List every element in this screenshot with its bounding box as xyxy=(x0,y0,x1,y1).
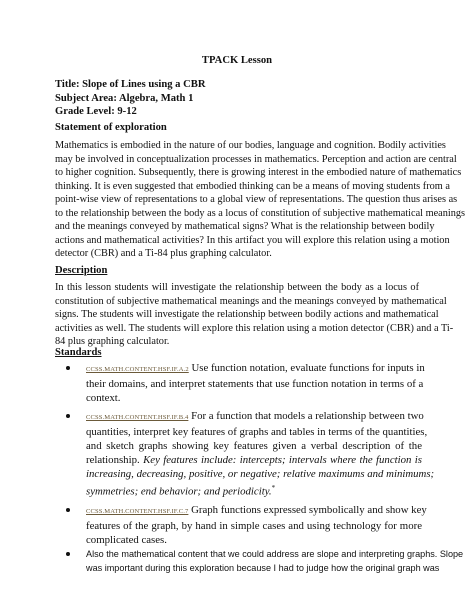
standard-text: was important during this exploration because I had to judge how the original graph was xyxy=(86,562,440,573)
standard-text: their domains, and interpret statements that use function notation in terms of a xyxy=(86,378,424,390)
description-line: 84 plus graphing calculator. xyxy=(55,336,170,347)
standard-text: For a function that models a relationship between two xyxy=(191,410,424,422)
standard-item xyxy=(62,409,435,499)
standard-text: Graph functions expressed symbolically and show key xyxy=(191,503,427,516)
grade-level-line: Grade Level: 9-12 xyxy=(55,106,137,117)
lesson-meta xyxy=(55,78,206,119)
lesson-title-line: Title: Slope of Lines using a CBR xyxy=(55,79,206,90)
standards-list xyxy=(62,361,464,579)
standard-item xyxy=(62,547,464,575)
standard-italic-text: Key features include: intercepts; intervals where the function is xyxy=(143,454,422,466)
standard-item xyxy=(62,361,425,405)
standard-text: and sketch graphs showing key features given a verbal description of the xyxy=(86,440,422,452)
description-heading: Description xyxy=(55,265,108,276)
exploration-line: detector (CBR) and a Ti-84 plus graphing calculator. xyxy=(55,248,272,259)
description-line: activities as well. The students will explore this relation using a motion detector (CBR) and a Ti- xyxy=(55,322,454,334)
standard-item xyxy=(62,503,427,547)
description-paragraph xyxy=(55,281,454,349)
description-line: signs. The students will investigate the relationship between bodily actions and mathematical xyxy=(55,309,439,320)
exploration-line: actions and mathematical activities? In this artifact you will explore this relation using a motion xyxy=(55,234,450,246)
exploration-paragraph xyxy=(55,139,466,261)
standard-code-link[interactable]: CCSS.MATH.CONTENT.HSF.IF.B.4 xyxy=(86,414,189,421)
exploration-heading: Statement of exploration xyxy=(55,122,167,133)
bullet-icon xyxy=(66,552,70,556)
exploration-line: may be involved in conceptualization processes in mathematics. Perception and action are central xyxy=(55,153,457,165)
description-line: constitution of subjective mathematical meanings and the meanings conveyed by mathematical xyxy=(55,295,447,307)
exploration-line: point-wise view of representations to a global view of representations. The question thus arises as xyxy=(55,194,458,205)
bullet-icon xyxy=(66,414,70,418)
standard-text: Also the mathematical content that we could address are slope and interpreting graphs. Slope xyxy=(86,548,464,559)
description-line: In this lesson students will investigate the relationship between the body as a locus of xyxy=(55,282,419,293)
exploration-line: thinking. It is even suggested that embodied thinking can be a means of moving students from a xyxy=(55,180,450,192)
subject-area-line: Subject Area: Algebra, Math 1 xyxy=(55,92,194,104)
standard-code-link[interactable]: CCSS.MATH.CONTENT.HSF.IF.A.2 xyxy=(86,366,189,373)
standard-text: complicated cases. xyxy=(86,533,167,546)
standards-heading: Standards xyxy=(55,347,102,358)
standard-text: quantities, interpret key features of graphs and tables in terms of the quantities, xyxy=(86,426,428,438)
exploration-line: to the relationship between the body as a locus of constitution of subjective mathematical meanings xyxy=(55,207,466,219)
standard-text: Use function notation, evaluate functions for inputs in xyxy=(191,362,425,374)
standard-text: relationship. xyxy=(86,454,140,466)
bullet-icon xyxy=(66,366,70,370)
standard-text: context. xyxy=(86,392,121,404)
standard-italic-text: increasing, decreasing, positive, or negative; relative maximums and minimums; xyxy=(86,468,435,480)
standard-italic-text: symmetries; end behavior; and periodicity. xyxy=(86,485,272,498)
exploration-line: and the meanings conveyed by mathematical signs? What is the relationship between bodily xyxy=(55,221,435,232)
standard-code-link[interactable]: CCSS.MATH.CONTENT.HSF.IF.C.7 xyxy=(86,507,189,515)
document-title: TPACK Lesson xyxy=(201,55,273,66)
bullet-icon xyxy=(66,508,70,512)
footnote-mark: * xyxy=(271,484,276,492)
exploration-line: to higher cognition. Subsequently, there is growing interest in the embodied nature of mathematics xyxy=(55,167,462,178)
exploration-line: Mathematics is embodied in the nature of our bodies, language and cognition. Bodily activities xyxy=(55,140,446,151)
standard-text: features of the graph, by hand in simple cases and using technology for more xyxy=(86,519,422,532)
